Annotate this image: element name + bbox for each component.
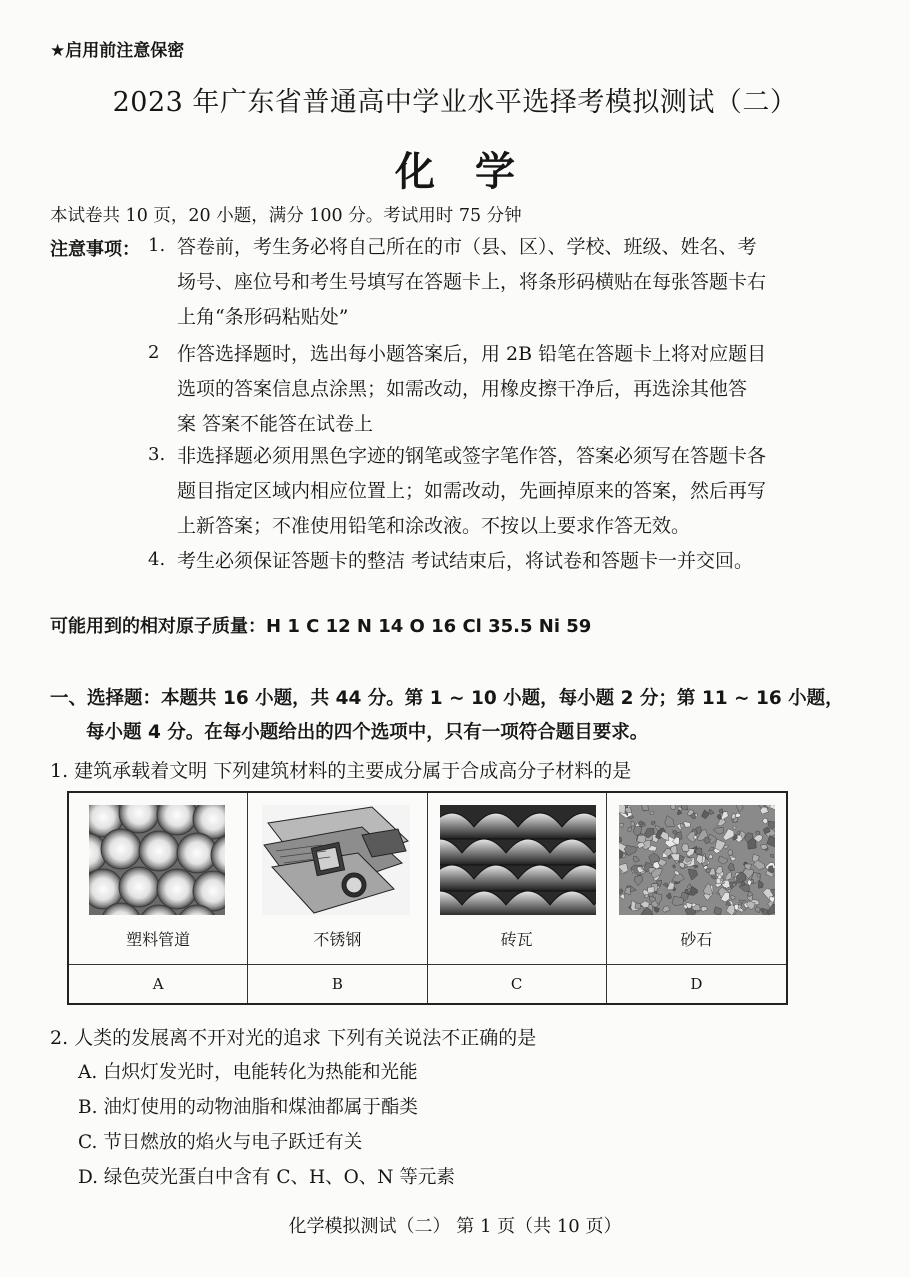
section-heading: 一、选择题：本题共 16 小题，共 44 分。第 1 ~ 10 小题，每小题 2 分；第 11 ~ 16 小题，	[50, 688, 844, 709]
option-letter-b: B	[248, 965, 427, 1003]
gravel-image	[619, 805, 775, 915]
confidential-mark: ★启用前注意保密	[50, 41, 185, 61]
notice-line: 场号、座位号和考生号填写在答题卡上，将条形码横贴在每张答题卡右	[177, 271, 767, 293]
question-2-option-c: C. 节日燃放的焰火与电子跃迁有关	[78, 1132, 363, 1153]
question-2-option-d: D. 绿色荧光蛋白中含有 C、H、O、N 等元素	[78, 1167, 455, 1188]
section-heading-cont: 每小题 4 分。在每小题给出的四个选项中，只有一项符合题目要求。	[86, 722, 649, 743]
notice-number: 2	[148, 342, 160, 363]
page-footer: 化学模拟测试（二） 第 1 页（共 10 页）	[288, 1216, 622, 1237]
option-caption: 不锈钢	[313, 930, 362, 949]
option-letter-a: A	[69, 965, 248, 1003]
option-c-cell	[428, 793, 607, 965]
notice-line: 案 答案不能答在试卷上	[177, 413, 374, 435]
notice-line: 答卷前，考生务必将自己所在的市（县、区）、学校、班级、姓名、考	[177, 236, 757, 258]
roof-tiles-image	[440, 805, 596, 915]
subject-title: 化学	[395, 148, 555, 195]
option-letter-c: C	[428, 965, 607, 1003]
plastic-pipes-image	[89, 805, 225, 915]
notice-line: 非选择题必须用黑色字迹的钢笔或签字笔作答，答案必须写在答题卡各	[177, 445, 767, 467]
question-1-options-table	[67, 791, 788, 1005]
question-1-stem: 1. 建筑承载着文明 下列建筑材料的主要成分属于合成高分子材料的是	[50, 760, 632, 782]
notice-line: 题目指定区域内相应位置上；如需改动，先画掉原来的答案，然后再写	[177, 480, 767, 502]
question-2-option-b: B. 油灯使用的动物油脂和煤油都属于酯类	[78, 1097, 418, 1118]
atomic-masses: 可能用到的相对原子质量：H 1 C 12 N 14 O 16 Cl 35.5 Ni 59	[50, 616, 592, 637]
option-caption: 砖瓦	[500, 930, 533, 949]
option-letter-d: D	[690, 975, 703, 993]
notice-line: 上角“条形码粘贴处”	[177, 306, 349, 328]
question-2-option-a: A. 白炽灯发光时，电能转化为热能和光能	[78, 1062, 418, 1083]
question-2-stem: 2. 人类的发展离不开对光的追求 下列有关说法不正确的是	[50, 1027, 537, 1049]
exam-intro: 本试卷共 10 页，20 小题，满分 100 分。考试用时 75 分钟	[50, 206, 522, 226]
option-b-cell	[248, 793, 427, 965]
notice-label: 注意事项：	[50, 239, 140, 260]
notice-line: 选项的答案信息点涂黑；如需改动，用橡皮擦干净后，再选涂其他答	[177, 378, 748, 400]
exam-title: 2023 年广东省普通高中学业水平选择考模拟测试（二）	[112, 87, 798, 118]
option-caption: 砂石	[680, 930, 713, 949]
notice-number: 3.	[148, 444, 166, 465]
notice-number: 1.	[148, 235, 166, 256]
notice-line: 考生必须保证答题卡的整洁 考试结束后，将试卷和答题卡一并交回。	[177, 550, 754, 572]
option-d-cell	[607, 793, 786, 965]
option-caption: 塑料管道	[126, 930, 191, 949]
stainless-steel-image	[262, 805, 410, 915]
option-a-cell	[69, 793, 248, 965]
notice-number: 4.	[148, 549, 166, 570]
notice-line: 上新答案；不准使用铅笔和涂改液。不按以上要求作答无效。	[177, 515, 691, 537]
notice-line: 作答选择题时，选出每小题答案后，用 2B 铅笔在答题卡上将对应题目	[177, 343, 767, 365]
